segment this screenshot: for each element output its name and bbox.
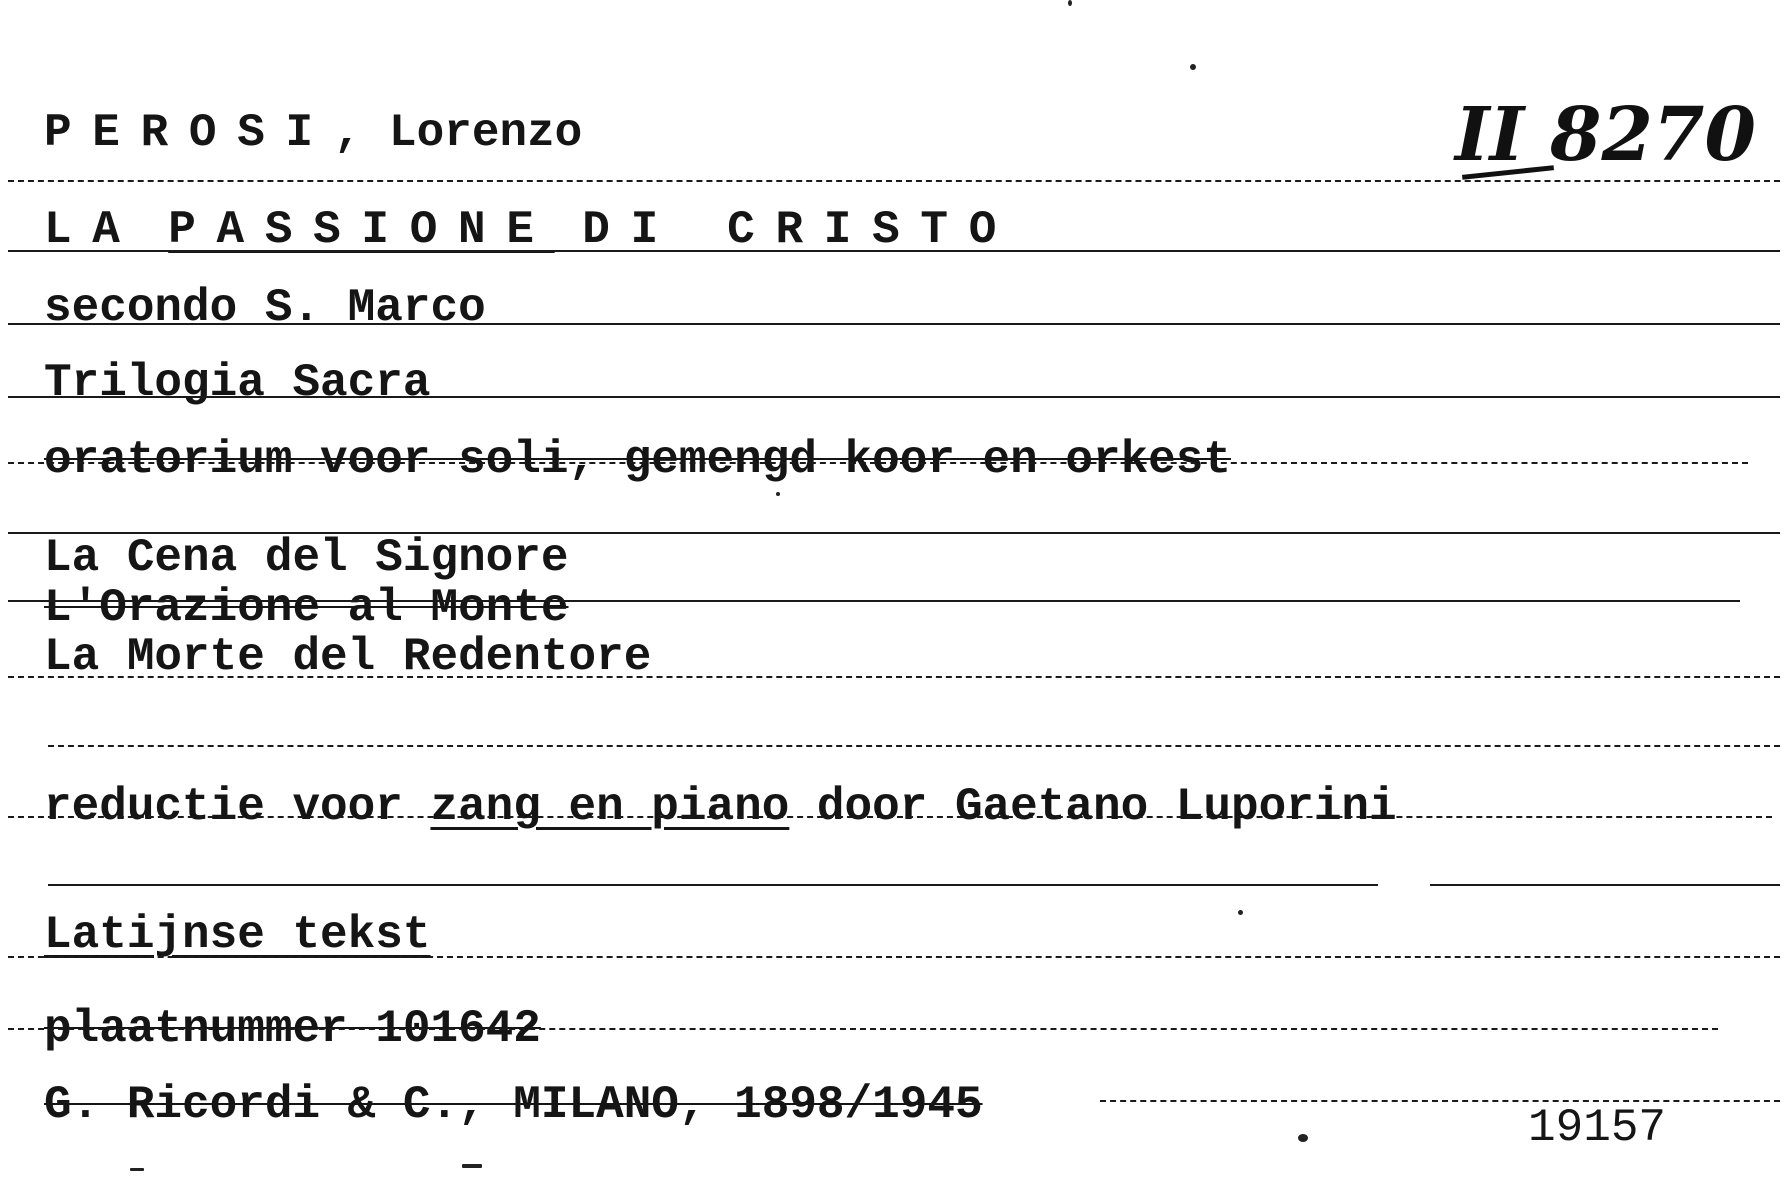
part-3: La Morte del Redentore	[44, 631, 652, 683]
rule-12	[1430, 884, 1780, 886]
ink-speck	[462, 1164, 482, 1168]
rule-2	[8, 250, 1780, 252]
arrangement-highlight: zang en piano	[430, 781, 790, 833]
title-part-3: DI CRISTO	[582, 204, 1018, 256]
ink-speck	[1298, 1134, 1308, 1142]
ink-speck	[1190, 64, 1196, 70]
imprint: G. Ricordi & C., MILANO, 1898/1945	[44, 1079, 983, 1131]
rule-5	[8, 462, 1748, 464]
part-1: La Cena del Signore	[44, 532, 569, 584]
language: Latijnse tekst	[44, 909, 431, 961]
rule-14	[8, 1028, 1718, 1030]
rule-15	[1100, 1100, 1780, 1102]
ink-speck	[1068, 0, 1072, 6]
arrangement-suffix: door Gaetano Luporini	[789, 781, 1397, 833]
form-description: oratorium voor soli, gemengd koor en orkest	[44, 434, 1231, 486]
call-number: II 8270	[1455, 92, 1756, 178]
title-part-1: LA	[44, 204, 141, 256]
series: Trilogia Sacra	[44, 357, 431, 409]
record-number: 19157	[1528, 1102, 1667, 1154]
ink-speck	[776, 492, 780, 496]
ink-speck	[130, 1168, 144, 1171]
rule-11	[48, 884, 1378, 886]
rule-13	[8, 956, 1780, 958]
ink-speck	[1238, 910, 1243, 915]
author-line	[44, 107, 583, 159]
rule-7	[8, 600, 1740, 602]
rule-8	[8, 676, 1780, 678]
author-separator: ,	[333, 107, 362, 159]
author-surname: PEROSI	[44, 107, 334, 159]
rule-4	[8, 396, 1780, 398]
rule-10	[8, 816, 1772, 818]
rule-9	[48, 745, 1780, 747]
part-2: L'Orazione al Monte	[44, 582, 569, 634]
title-part-2: PASSIONE	[168, 204, 555, 256]
author-given-name: Lorenzo	[389, 107, 583, 159]
arrangement-line	[44, 781, 1397, 833]
title-line	[44, 204, 1018, 256]
rule-1	[8, 180, 1780, 182]
plate-number: plaatnummer 101642	[44, 1003, 541, 1055]
subtitle: secondo S. Marco	[44, 282, 486, 334]
rule-3	[8, 323, 1780, 325]
arrangement-prefix: reductie voor	[44, 781, 431, 833]
